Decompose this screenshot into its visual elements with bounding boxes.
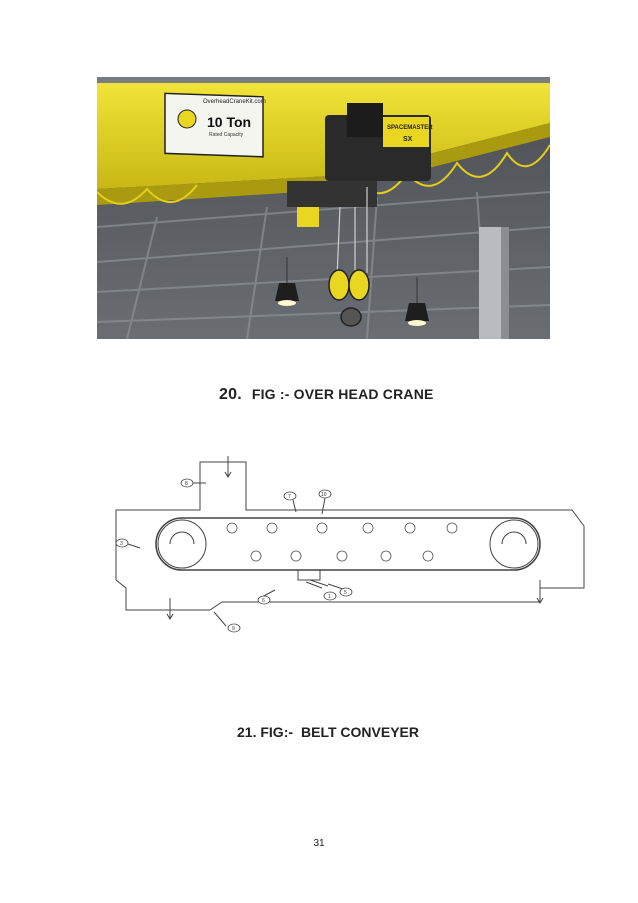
callout-10: 10 xyxy=(321,492,327,498)
sign-rated-text: Rated Capacity xyxy=(209,132,244,138)
callout-5: 5 xyxy=(344,590,347,596)
sign-url-text: OverheadCraneKit.com xyxy=(203,99,266,105)
sign-capacity-text: 10 Ton xyxy=(207,114,252,130)
figure-21-caption xyxy=(237,724,419,740)
belt-conveyor-diagram xyxy=(110,452,588,638)
crane-illustration xyxy=(97,77,550,339)
conveyor-belt xyxy=(156,518,540,570)
figure-21-prefix: FIG:- xyxy=(260,724,294,740)
tail-pulley xyxy=(490,520,538,568)
hoist-brand-text: SPACEMASTER xyxy=(387,125,433,131)
capacity-sign xyxy=(165,93,266,156)
callout-7: 7 xyxy=(288,494,291,500)
hoist-model-text: SX xyxy=(403,136,413,143)
callout-3: 3 xyxy=(120,541,123,547)
callout-9: 9 xyxy=(232,626,235,632)
figure-20-caption-text: FIG :- OVER HEAD CRANE xyxy=(251,386,434,402)
page-number: 31 xyxy=(313,838,325,849)
figure-21-number: 21. xyxy=(237,724,257,740)
figure-20-number: 20. xyxy=(219,386,242,403)
figure-20-caption xyxy=(219,386,434,404)
callout-6: 6 xyxy=(262,598,265,604)
head-pulley xyxy=(158,520,206,568)
belt-conveyor-drawing xyxy=(110,452,588,638)
callout-1: 1 xyxy=(328,594,331,600)
figure-21-caption-text: BELT CONVEYER xyxy=(301,724,419,740)
overhead-crane-photo xyxy=(97,77,550,339)
callout-8: 8 xyxy=(185,481,188,487)
